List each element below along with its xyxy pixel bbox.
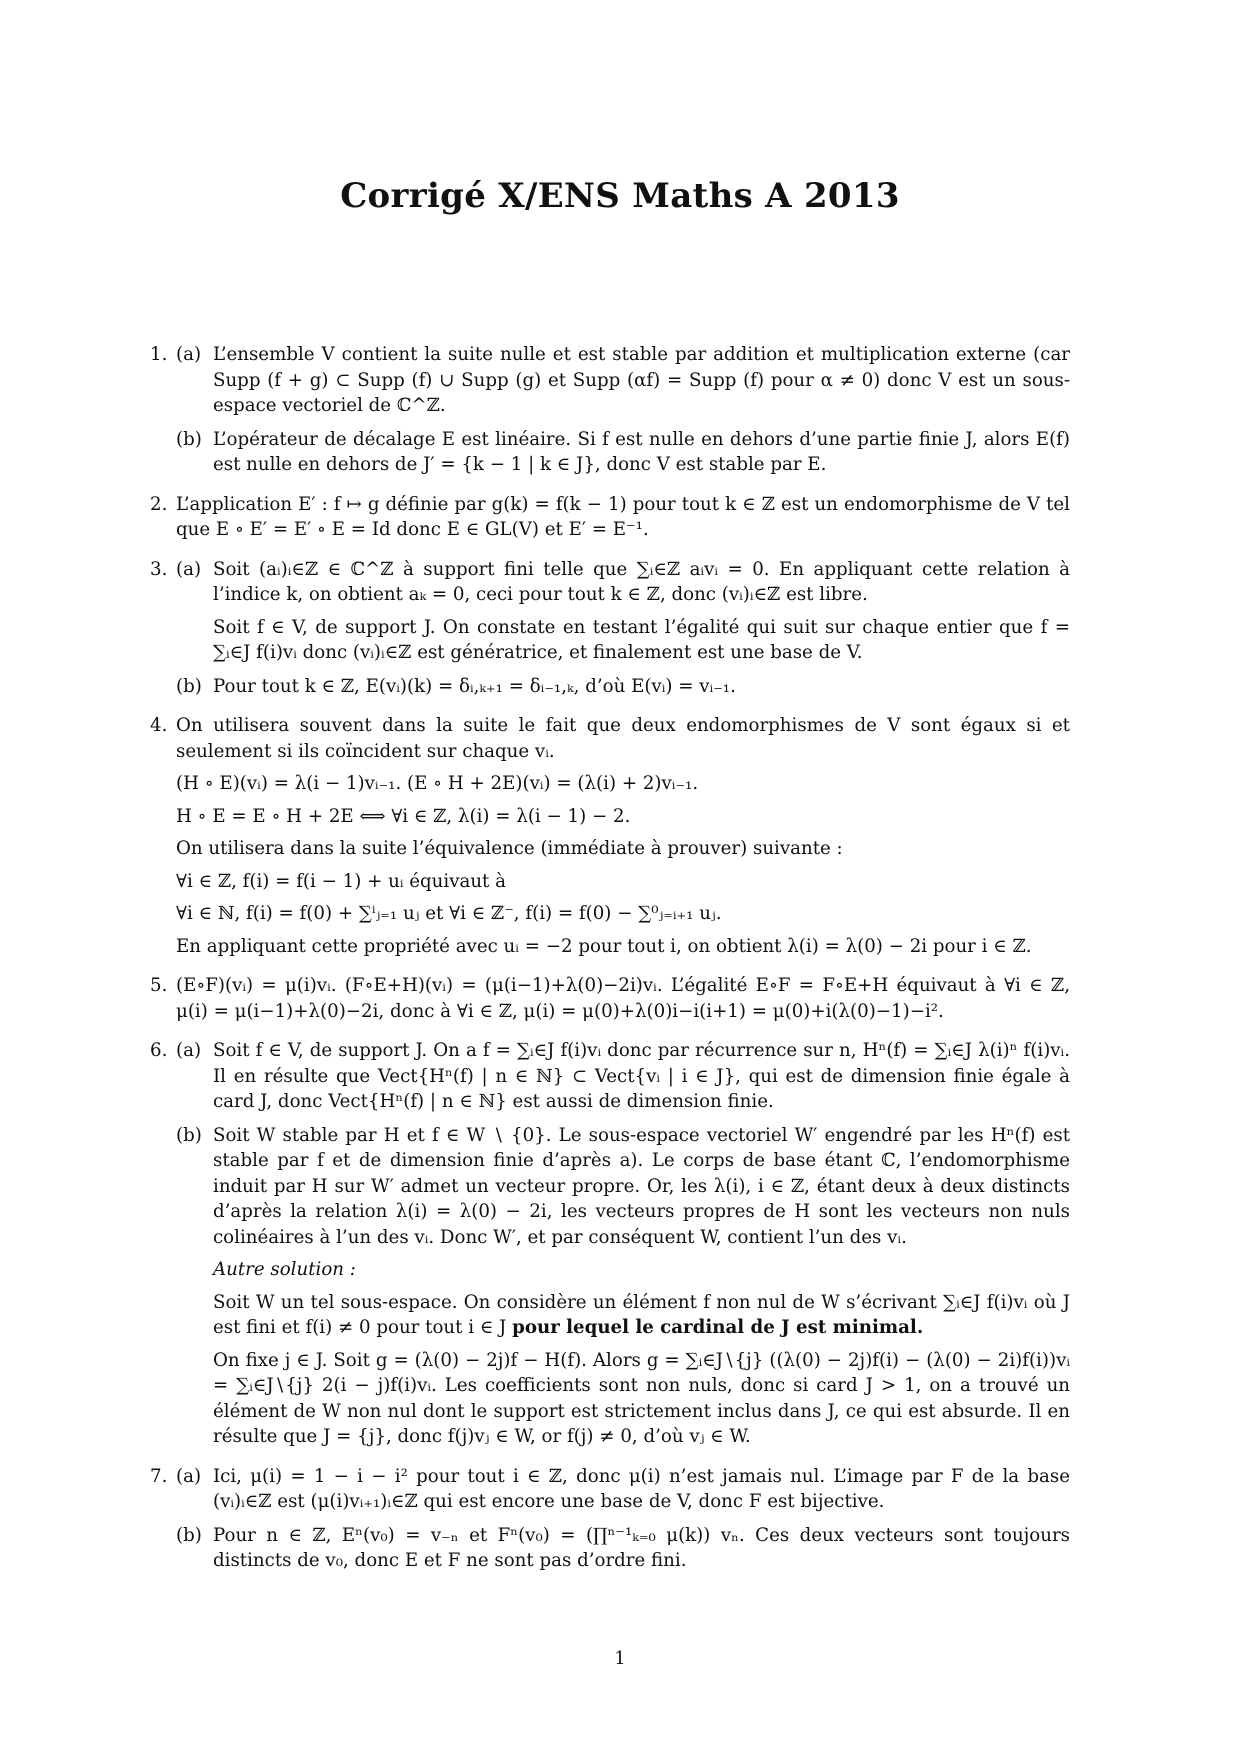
equation-line: ∀i ∈ ℕ, f(i) = f(0) + ∑ⁱⱼ₌₁ uⱼ et ∀i ∈ ℤ⁻, f(i) = f(0) − ∑⁰ⱼ₌ᵢ₊₁ uⱼ. (176, 903, 722, 924)
question-3 (150, 557, 1070, 700)
question-number: 2. (150, 493, 168, 515)
paragraph: Soit f ∈ V, de support J. On a f = ∑ᵢ∈J f(i)vᵢ donc par récurrence sur n, Hⁿ(f) = ∑ᵢ∈J λ(i)ⁿ f(i)vᵢ. Il en résulte que Vect{Hⁿ(f) | n ∈ ℕ} ⊂ Vect{vᵢ | i ∈ J}, qui est de dimension finie égale à card J, donc Vect{Hⁿ(f) | n ∈ ℕ} est aussi de dimension finie. (213, 1040, 1070, 1112)
question-6 (150, 1038, 1070, 1450)
equation-line: H ∘ E = E ∘ H + 2E ⟺ ∀i ∈ ℤ, λ(i) = λ(i − 1) − 2. (176, 805, 631, 827)
sub-label: (a) (176, 558, 202, 580)
paragraph: L’opérateur de décalage E est linéaire. Si f est nulle en dehors d’une partie finie J, alors E(f) est nulle en dehors de J′ = {k − 1 | k ∈ J}, donc V est stable par E. (213, 428, 1070, 475)
question-number: 4. (150, 715, 168, 736)
paragraph: En appliquant cette propriété avec uᵢ = −2 pour tout i, on obtient λ(i) = λ(0) − 2i pour i ∈ ℤ. (176, 935, 1032, 957)
question-7a (176, 1464, 1070, 1515)
paragraph: Soit (aᵢ)ᵢ∈ℤ ∈ ℂ^ℤ à support fini telle que ∑ᵢ∈ℤ aᵢvᵢ = 0. En appliquant cette relation à l’indice k, on obtient aₖ = 0, ceci pour tout k ∈ ℤ, donc (vᵢ)ᵢ∈ℤ est libre. (213, 558, 1070, 605)
paragraph: On utilisera dans la suite l’équivalence (immédiate à prouver) suivante : (176, 838, 843, 859)
question-2 (150, 492, 1070, 543)
sub-label: (a) (176, 1040, 202, 1061)
sub-label: (b) (176, 1124, 202, 1146)
alt-bold-text: pour lequel le cardinal de J est minimal. (512, 1317, 924, 1338)
paragraph: On utilisera souvent dans la suite le fait que deux endomorphismes de V sont égaux si et seulement si ils coïncident sur chaque vᵢ. (176, 715, 1070, 762)
question-number: 7. (150, 1465, 168, 1487)
alt-text: Soit W un tel sous-espace. On considère un élément f non nul de W s’écrivant ∑ᵢ∈J f(i)vᵢ où J est fini et f(i) ≠ 0 pour tout i ∈ J (213, 1291, 1070, 1338)
paragraph: L’application E′ : f ↦ g définie par g(k) = f(k − 1) pour tout k ∈ ℤ est un endomorphisme de V tel que E ∘ E′ = E′ ∘ E = Id donc E ∈ GL(V) et E′ = E⁻¹. (176, 493, 1070, 540)
paragraph: L’ensemble V contient la suite nulle et est stable par addition et multiplication externe (car Supp (f + g) ⊂ Supp (f) ∪ Supp (g) et Supp (αf) = Supp (f) pour α ≠ 0) donc V est un sous-espace vectoriel de ℂ^ℤ. (213, 344, 1070, 416)
document-body (150, 342, 1070, 1588)
alternative-solution-title: Autre solution : (213, 1259, 356, 1280)
sub-label: (b) (176, 428, 202, 450)
sub-label: (a) (176, 1465, 202, 1487)
question-3a (176, 557, 1070, 666)
question-6b (176, 1123, 1070, 1450)
question-1 (150, 342, 1070, 478)
sub-label: (b) (176, 675, 202, 697)
question-number: 5. (150, 975, 168, 996)
question-number: 6. (150, 1040, 168, 1061)
question-5 (150, 973, 1070, 1024)
paragraph: Soit f ∈ V, de support J. On constate en testant l’égalité qui suit sur chaque entier que f = ∑ᵢ∈J f(i)vᵢ donc (vᵢ)ᵢ∈ℤ est génératrice, et finalement est une base de V. (213, 616, 1070, 663)
question-6a (176, 1038, 1070, 1115)
question-7 (150, 1464, 1070, 1574)
question-7b (176, 1523, 1070, 1574)
alternative-solution-paragraph: On fixe j ∈ J. Soit g = (λ(0) − 2j)f − H(f). Alors g = ∑ᵢ∈J∖{j} ((λ(0) − 2j)f(i) − (λ(0) − 2i)f(i))vᵢ = ∑ᵢ∈J∖{j} 2(i − j)f(i)vᵢ. Les coefficients sont non nuls, donc si card J > 1, on a trouvé un élément de W non nul dont le support est strictement inclus dans J, ce qui est absurde. Il en résulte que J = {j}, donc f(j)vⱼ ∈ W, or f(j) ≠ 0, d’où vⱼ ∈ W. (213, 1349, 1070, 1447)
equation-line: ∀i ∈ ℤ, f(i) = f(i − 1) + uᵢ équivaut à (176, 870, 506, 892)
equation-line: (H ∘ E)(vᵢ) = λ(i − 1)vᵢ₋₁. (E ∘ H + 2E)(vᵢ) = (λ(i) + 2)vᵢ₋₁. (176, 773, 699, 794)
question-number: 1. (150, 344, 168, 365)
question-1a (176, 342, 1070, 419)
paragraph: Pour tout k ∈ ℤ, E(vᵢ)(k) = δᵢ,ₖ₊₁ = δᵢ₋₁,ₖ, d’où E(vᵢ) = vᵢ₋₁. (213, 675, 736, 697)
paragraph: (E∘F)(vᵢ) = μ(i)vᵢ. (F∘E+H)(vᵢ) = (μ(i−1)+λ(0)−2i)vᵢ. L’égalité E∘F = F∘E+H équivaut à ∀i ∈ ℤ, μ(i) = μ(i−1)+λ(0)−2i, donc à ∀i ∈ ℤ, μ(i) = μ(0)+λ(0)i−i(i+1) = μ(0)+i(λ(0)−1)−i². (176, 975, 1070, 1022)
sub-label: (a) (176, 344, 202, 365)
page-title: Corrigé X/ENS Maths A 2013 (340, 176, 900, 216)
question-1b (176, 427, 1070, 478)
paragraph: Soit W stable par H et f ∈ W ∖ {0}. Le sous-espace vectoriel W′ engendré par les Hⁿ(f) est stable par f et de dimension finie d’après a). Le corps de base étant ℂ, l’endomorphisme induit par H sur W′ admet un vecteur propre. Or, les λ(i), i ∈ ℤ, étant deux à deux distincts d’après la relation λ(i) = λ(0) − 2i, les vecteurs propres de H sont les vecteurs non nuls colinéaires à l’un des vᵢ. Donc W′, et par conséquent W, contient l’un des vᵢ. (213, 1124, 1070, 1248)
question-number: 3. (150, 558, 168, 580)
question-3b (176, 674, 1070, 700)
paragraph: Pour n ∈ ℤ, Eⁿ(v₀) = v₋ₙ et Fⁿ(v₀) = (∏ⁿ⁻¹ₖ₌₀ μ(k)) vₙ. Ces deux vecteurs sont toujours distincts de v₀, donc E et F ne sont pas d’ordre fini. (213, 1524, 1070, 1571)
paragraph: Ici, μ(i) = 1 − i − i² pour tout i ∈ ℤ, donc μ(i) n’est jamais nul. L’image par F de la base (vᵢ)ᵢ∈ℤ est (μ(i)vᵢ₊₁)ᵢ∈ℤ qui est encore une base de V, donc F est bijective. (213, 1465, 1070, 1512)
page-number: 1 (614, 1648, 626, 1669)
question-4 (150, 713, 1070, 959)
alternative-solution-paragraph (213, 1290, 1070, 1341)
sub-label: (b) (176, 1524, 202, 1546)
